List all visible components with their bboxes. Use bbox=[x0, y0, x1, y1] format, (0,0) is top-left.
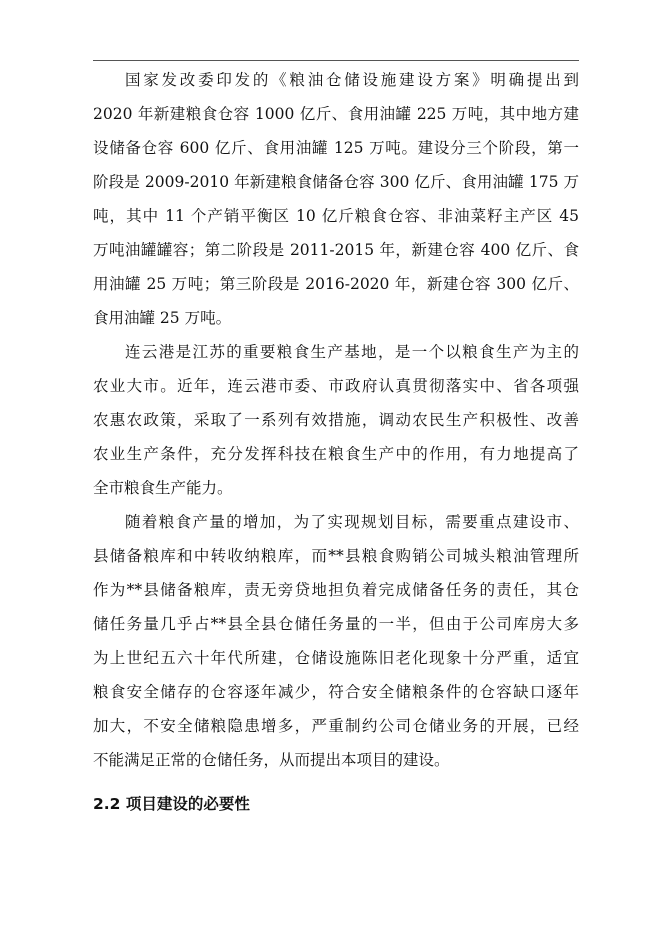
header-rule bbox=[93, 60, 579, 61]
paragraph-line: 阶段是 2009-2010 年新建粮食储备仓容 300 亿斤、食用油罐 175 万 bbox=[93, 173, 579, 191]
paragraph-lianyungang bbox=[93, 335, 579, 505]
paragraph-line: 随着粮食产量的增加，为了实现规划目标，需要重点建设市、 bbox=[125, 513, 579, 531]
paragraph-line: 不能满足正常的仓储任务，从而提出本项目的建设。 bbox=[93, 751, 450, 769]
paragraph-line: 储任务量几乎占**县全县仓储任务量的一半，但由于公司库房大多 bbox=[93, 615, 579, 633]
paragraph-line: 农业生产条件，充分发挥科技在粮食生产中的作用，有力地提高了 bbox=[93, 445, 579, 463]
paragraph-line: 农业大市。近年，连云港市委、市政府认真贯彻落实中、省各项强 bbox=[93, 377, 579, 395]
paragraph-line: 食用油罐 25 万吨。 bbox=[93, 309, 232, 327]
paragraph-line: 吨，其中 11 个产销平衡区 10 亿斤粮食仓容、非油菜籽主产区 45 bbox=[93, 207, 579, 225]
paragraph-line: 粮食安全储存的仓容逐年减少，符合安全储粮条件的仓容缺口逐年 bbox=[93, 683, 579, 701]
section-heading: 2.2 项目建设的必要性 bbox=[93, 795, 250, 813]
paragraph-line: 全市粮食生产能力。 bbox=[93, 479, 233, 497]
paragraph-line: 作为**县储备粮库，责无旁贷地担负着完成储备任务的责任，其仓 bbox=[93, 581, 579, 599]
document-body bbox=[93, 63, 579, 821]
paragraph-line: 为上世纪五六十年代所建，仓储设施陈旧老化现象十分严重，适宜 bbox=[93, 649, 579, 667]
paragraph-line: 国家发改委印发的《粮油仓储设施建设方案》明确提出到 bbox=[125, 71, 579, 89]
paragraph-line: 县储备粮库和中转收纳粮库，而**县粮食购销公司城头粮油管理所 bbox=[93, 547, 579, 565]
paragraph-grain-storage bbox=[93, 505, 579, 777]
paragraph-policy bbox=[93, 63, 579, 335]
paragraph-line: 设储备仓容 600 亿斤、食用油罐 125 万吨。建设分三个阶段，第一 bbox=[93, 139, 579, 157]
paragraph-line: 加大，不安全储粮隐患增多，严重制约公司仓储业务的开展，已经 bbox=[93, 717, 579, 735]
paragraph-line: 农惠农政策，采取了一系列有效措施，调动农民生产积极性、改善 bbox=[93, 411, 579, 429]
paragraph-line: 用油罐 25 万吨；第三阶段是 2016-2020 年，新建仓容 300 亿斤、 bbox=[93, 275, 579, 293]
paragraph-line: 2020 年新建粮食仓容 1000 亿斤、食用油罐 225 万吨，其中地方建 bbox=[93, 105, 579, 123]
paragraph-line: 万吨油罐罐容；第二阶段是 2011-2015 年，新建仓容 400 亿斤、食 bbox=[93, 241, 579, 259]
paragraph-line: 连云港是江苏的重要粮食生产基地，是一个以粮食生产为主的 bbox=[125, 343, 579, 361]
